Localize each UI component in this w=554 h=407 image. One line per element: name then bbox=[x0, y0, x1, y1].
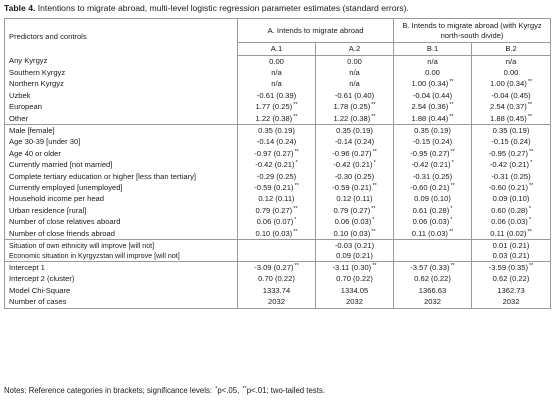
estimate-cell bbox=[316, 194, 394, 205]
estimate-value: 0.00 bbox=[347, 56, 362, 66]
estimate-value: -0.04 (0.44) bbox=[412, 90, 453, 100]
estimate-cell bbox=[394, 194, 472, 205]
estimate-value: -0.42 (0.21) bbox=[333, 160, 373, 170]
predictor-label: Model Chi-Square bbox=[9, 285, 71, 295]
estimate-cell bbox=[472, 285, 551, 296]
estimate-cell bbox=[394, 148, 472, 159]
estimate-cell bbox=[238, 148, 316, 159]
predictor-label: Any Kyrgyz bbox=[9, 56, 48, 66]
significance-marker: ** bbox=[529, 148, 534, 155]
estimate-value: -0.14 (0.24) bbox=[256, 137, 297, 147]
significance-marker: ** bbox=[450, 262, 455, 269]
estimate-cell bbox=[316, 148, 394, 159]
estimate-value: 2032 bbox=[424, 297, 441, 307]
estimate-value: 0.12 (0.11) bbox=[258, 194, 295, 204]
estimate-cell bbox=[238, 102, 316, 113]
estimate-cell bbox=[394, 79, 472, 90]
table-title: Intentions to migrate abroad, multi-level logistic regression parameter estimates (standard errors). bbox=[37, 3, 409, 13]
significance-marker: ** bbox=[448, 228, 454, 235]
estimate-value: 1.00 (0.34) bbox=[490, 79, 527, 89]
sig-level-double: p<.01; two-tailed tests. bbox=[246, 386, 325, 395]
estimate-value: n/a bbox=[271, 79, 282, 89]
predictor-label: Urban residence [rural] bbox=[9, 205, 87, 215]
estimate-cell bbox=[238, 228, 316, 240]
table-row bbox=[5, 262, 551, 274]
predictor-label: Number of close friends abroad bbox=[9, 228, 115, 238]
estimate-cell bbox=[238, 262, 316, 274]
significance-marker: ** bbox=[372, 148, 377, 155]
predictors-header: Predictors and controls bbox=[9, 32, 87, 42]
estimate-value: -0.04 (0.45) bbox=[491, 90, 531, 100]
predictor-label: Number of close relatives aboard bbox=[9, 217, 121, 227]
estimate-cell bbox=[316, 274, 394, 285]
significance-marker: * bbox=[451, 160, 454, 167]
estimate-cell bbox=[472, 113, 551, 125]
table-notes bbox=[4, 386, 550, 396]
model-header-b2: B.2 bbox=[472, 43, 551, 56]
estimate-value: -0.59 (0.21) bbox=[254, 182, 294, 192]
estimate-value: -3.57 (0.33) bbox=[410, 262, 450, 272]
estimate-cell bbox=[316, 216, 394, 227]
table-row bbox=[5, 216, 551, 227]
significance-marker: ** bbox=[371, 205, 376, 212]
estimate-value: -0.15 (0.24) bbox=[491, 137, 531, 147]
predictor-label: Situation of own ethnicity will improve [will not] bbox=[5, 240, 238, 251]
significance-marker: ** bbox=[527, 79, 533, 86]
estimate-cell bbox=[316, 228, 394, 240]
estimate-cell bbox=[472, 160, 551, 171]
estimate-cell bbox=[394, 137, 472, 148]
estimate-value: -0.31 (0.25) bbox=[491, 171, 531, 181]
estimate-value: 2032 bbox=[268, 297, 285, 307]
estimate-cell bbox=[238, 274, 316, 285]
predictor-label: Currently employed [unemployed] bbox=[9, 182, 123, 192]
significance-marker: ** bbox=[449, 79, 454, 86]
estimate-value: 0.60 (0.28) bbox=[491, 205, 528, 215]
estimate-value: 0.35 (0.19) bbox=[336, 126, 373, 136]
estimate-cell bbox=[316, 262, 394, 274]
estimate-cell bbox=[472, 182, 551, 193]
sig-marker-single: * bbox=[215, 386, 218, 392]
estimate-value: 0.70 (0.22) bbox=[258, 274, 295, 284]
estimate-cell bbox=[472, 56, 551, 68]
significance-marker: ** bbox=[293, 205, 298, 212]
estimate-cell bbox=[238, 137, 316, 148]
estimate-cell bbox=[316, 125, 394, 137]
estimate-cell bbox=[316, 296, 394, 308]
estimate-cell bbox=[316, 56, 394, 68]
estimate-value: 1333.74 bbox=[262, 285, 291, 295]
estimate-value: 0.62 (0.22) bbox=[414, 274, 451, 284]
significance-marker: * bbox=[530, 160, 533, 167]
estimate-cell bbox=[472, 125, 551, 137]
estimate-cell bbox=[472, 296, 551, 308]
significance-marker: * bbox=[373, 160, 376, 167]
significance-marker: ** bbox=[294, 148, 299, 155]
significance-marker: ** bbox=[372, 262, 377, 269]
estimate-cell bbox=[316, 285, 394, 296]
significance-marker: ** bbox=[294, 262, 299, 269]
significance-marker: ** bbox=[529, 262, 534, 269]
estimate-value: 0.06 (0.07) bbox=[256, 217, 294, 227]
significance-marker: * bbox=[295, 160, 298, 167]
table-header bbox=[5, 19, 551, 56]
estimate-value: 1.78 (0.25) bbox=[333, 102, 371, 112]
estimate-cell bbox=[394, 102, 472, 113]
estimate-value: -0.96 (0.27) bbox=[332, 148, 372, 158]
significance-marker: ** bbox=[529, 182, 534, 189]
estimate-cell bbox=[394, 171, 472, 182]
estimate-value: 0.35 (0.19) bbox=[258, 126, 295, 136]
estimate-cell bbox=[238, 67, 316, 78]
estimate-cell bbox=[316, 205, 394, 216]
estimate-value: 1366.63 bbox=[418, 285, 447, 295]
estimate-value: 0.10 (0.03) bbox=[255, 228, 293, 238]
predictor-label: Other bbox=[9, 113, 28, 123]
estimate-cell bbox=[238, 90, 316, 101]
estimate-cell bbox=[238, 182, 316, 193]
estimate-value: -0.95 (0.27) bbox=[488, 148, 529, 158]
significance-marker: ** bbox=[371, 228, 376, 235]
significance-marker: * bbox=[528, 217, 531, 224]
estimate-cell bbox=[238, 56, 316, 68]
table-row bbox=[5, 90, 551, 101]
estimate-value: -0.29 (0.25) bbox=[256, 171, 297, 181]
estimate-value: 1.00 (0.34) bbox=[411, 79, 449, 89]
table-row bbox=[5, 205, 551, 216]
estimate-cell bbox=[394, 262, 472, 274]
estimate-cell bbox=[238, 285, 316, 296]
table-row bbox=[5, 274, 551, 285]
significance-marker: ** bbox=[527, 113, 533, 120]
table-row bbox=[5, 79, 551, 90]
predictor-label: Age 30-39 [under 30] bbox=[9, 137, 81, 147]
estimate-cell bbox=[472, 240, 551, 251]
estimate-value: 0.35 (0.19) bbox=[414, 126, 451, 136]
estimate-cell bbox=[316, 79, 394, 90]
estimate-cell bbox=[238, 216, 316, 227]
regression-table-container bbox=[4, 18, 550, 309]
estimate-cell bbox=[472, 262, 551, 274]
significance-marker: ** bbox=[293, 102, 298, 109]
estimate-cell bbox=[472, 137, 551, 148]
estimate-cell bbox=[316, 67, 394, 78]
significance-marker: ** bbox=[527, 102, 533, 109]
estimate-value: 0.12 (0.11) bbox=[336, 194, 373, 204]
predictor-label: European bbox=[9, 102, 42, 112]
estimate-value: 0.00 bbox=[269, 56, 284, 66]
estimate-cell bbox=[394, 205, 472, 216]
group-b-header: B. Intends to migrate abroad (with Kyrgyz north-south divide) bbox=[394, 19, 551, 43]
estimate-value: 0.11 (0.02) bbox=[490, 228, 527, 238]
estimate-cell bbox=[394, 90, 472, 101]
estimate-value: 2.54 (0.37) bbox=[490, 102, 527, 112]
estimate-value: 2.54 (0.36) bbox=[411, 102, 449, 112]
table-row bbox=[5, 228, 551, 240]
significance-marker: ** bbox=[371, 102, 376, 109]
model-header-b1: B.1 bbox=[394, 43, 472, 56]
estimate-value: 2032 bbox=[346, 297, 363, 307]
estimate-cell bbox=[472, 90, 551, 101]
estimate-value: -0.15 (0.24) bbox=[412, 137, 453, 147]
model-header-a1: A.1 bbox=[238, 43, 316, 56]
table-caption bbox=[4, 3, 550, 14]
significance-marker: ** bbox=[293, 113, 298, 120]
estimate-cell bbox=[394, 216, 472, 227]
estimate-value: 0.79 (0.27) bbox=[255, 205, 293, 215]
estimate-value: -0.42 (0.21) bbox=[255, 160, 295, 170]
estimate-cell bbox=[316, 160, 394, 171]
table-row bbox=[5, 148, 551, 159]
estimate-cell bbox=[394, 113, 472, 125]
estimate-cell bbox=[316, 171, 394, 182]
table-row bbox=[5, 285, 551, 296]
predictor-label: Number of cases bbox=[9, 297, 67, 307]
sig-level-single: p<.05, bbox=[217, 386, 240, 395]
significance-marker: * bbox=[294, 217, 297, 224]
estimate-value: 0.00 bbox=[503, 68, 519, 78]
estimate-value: n/a bbox=[505, 56, 517, 66]
estimate-cell bbox=[472, 251, 551, 262]
table-row bbox=[5, 137, 551, 148]
significance-marker: ** bbox=[449, 113, 454, 120]
estimate-cell bbox=[238, 194, 316, 205]
estimate-value: 0.00 bbox=[425, 68, 440, 78]
estimate-value: -0.59 (0.21) bbox=[332, 182, 372, 192]
estimate-cell bbox=[472, 171, 551, 182]
estimate-value: -3.59 (0.35) bbox=[488, 262, 529, 272]
estimate-cell bbox=[472, 67, 551, 78]
predictor-label: Intercept 1 bbox=[5, 262, 238, 274]
estimate-cell bbox=[472, 274, 551, 285]
estimate-value: 1334.05 bbox=[340, 285, 369, 295]
significance-marker: ** bbox=[293, 228, 298, 235]
estimate-cell bbox=[238, 171, 316, 182]
estimate-cell bbox=[394, 125, 472, 137]
estimate-cell bbox=[238, 205, 316, 216]
predictor-label: Intercept 2 (cluster) bbox=[9, 274, 75, 284]
estimate-cell bbox=[316, 251, 394, 262]
estimate-cell bbox=[238, 79, 316, 90]
estimate-cell bbox=[394, 160, 472, 171]
significance-marker: ** bbox=[372, 182, 377, 189]
table-row bbox=[5, 182, 551, 193]
estimate-value: 0.06 (0.03) bbox=[334, 217, 372, 227]
table-label: Table 4. bbox=[4, 3, 36, 13]
predictor-label: Male [female] bbox=[5, 125, 238, 137]
significance-marker: ** bbox=[527, 228, 532, 235]
significance-marker: ** bbox=[450, 148, 455, 155]
estimate-value: n/a bbox=[349, 79, 360, 89]
significance-marker: * bbox=[372, 217, 375, 224]
estimate-cell bbox=[238, 125, 316, 137]
estimate-value: -3.11 (0.30) bbox=[332, 262, 372, 272]
estimate-value: -0.03 (0.21) bbox=[334, 240, 375, 250]
estimate-value: n/a bbox=[349, 68, 360, 78]
estimate-cell bbox=[394, 228, 472, 240]
estimate-cell bbox=[316, 90, 394, 101]
estimate-value: -0.95 (0.27) bbox=[410, 148, 450, 158]
estimate-cell bbox=[316, 102, 394, 113]
estimate-value: 2032 bbox=[502, 297, 520, 307]
table-row bbox=[5, 160, 551, 171]
regression-table bbox=[4, 18, 551, 309]
significance-marker: ** bbox=[449, 102, 454, 109]
estimate-value: 0.79 (0.27) bbox=[333, 205, 371, 215]
estimate-cell bbox=[238, 113, 316, 125]
table-row bbox=[5, 194, 551, 205]
table-row bbox=[5, 296, 551, 308]
estimate-cell bbox=[472, 102, 551, 113]
estimate-cell bbox=[316, 182, 394, 193]
predictor-label: Household income per head bbox=[9, 194, 104, 204]
estimate-cell bbox=[472, 228, 551, 240]
estimate-value: 0.61 (0.28) bbox=[412, 205, 450, 215]
estimate-cell bbox=[472, 216, 551, 227]
estimate-cell bbox=[238, 240, 316, 251]
estimate-value: 1.22 (0.38) bbox=[255, 113, 293, 123]
model-header-a2: A.2 bbox=[316, 43, 394, 56]
predictor-label: Uzbek bbox=[9, 90, 31, 100]
estimate-value: -0.61 (0.39) bbox=[256, 90, 297, 100]
table-row bbox=[5, 67, 551, 78]
estimate-cell bbox=[394, 56, 472, 68]
estimate-cell bbox=[472, 79, 551, 90]
estimate-value: 1.22 (0.38) bbox=[333, 113, 371, 123]
estimate-value: 1.88 (0.45) bbox=[490, 113, 527, 123]
significance-marker: * bbox=[450, 217, 453, 224]
estimate-value: -0.97 (0.27) bbox=[254, 148, 294, 158]
significance-marker: ** bbox=[450, 182, 455, 189]
estimate-value: 0.09 (0.10) bbox=[414, 194, 451, 204]
estimate-value: 0.70 (0.22) bbox=[336, 274, 373, 284]
estimate-value: 0.35 (0.19) bbox=[492, 126, 530, 136]
estimate-value: -0.14 (0.24) bbox=[334, 137, 375, 147]
estimate-value: -0.60 (0.21) bbox=[488, 182, 529, 192]
estimate-cell bbox=[316, 113, 394, 125]
estimate-cell bbox=[394, 240, 472, 251]
estimate-value: -0.42 (0.21) bbox=[489, 160, 530, 170]
estimate-cell bbox=[472, 148, 551, 159]
estimate-value: 0.01 (0.21) bbox=[492, 240, 530, 250]
notes-prefix: Notes: Reference categories in brackets; significance levels: bbox=[4, 386, 213, 395]
estimate-cell bbox=[394, 67, 472, 78]
estimate-cell bbox=[394, 285, 472, 296]
estimate-value: -0.30 (0.25) bbox=[334, 171, 375, 181]
estimate-value: 0.10 (0.03) bbox=[333, 228, 371, 238]
predictor-label: Southern Kyrgyz bbox=[9, 68, 66, 78]
sig-marker-double: ** bbox=[242, 386, 247, 392]
table-body bbox=[5, 56, 551, 309]
estimate-value: 0.11 (0.03) bbox=[411, 228, 448, 238]
estimate-value: n/a bbox=[271, 68, 282, 78]
estimate-value: -0.60 (0.21) bbox=[410, 182, 450, 192]
estimate-cell bbox=[394, 274, 472, 285]
estimate-value: 0.06 (0.03) bbox=[491, 217, 528, 227]
estimate-cell bbox=[472, 205, 551, 216]
significance-marker: * bbox=[528, 205, 531, 212]
significance-marker: ** bbox=[371, 113, 376, 120]
table-row bbox=[5, 113, 551, 125]
estimate-cell bbox=[394, 251, 472, 262]
estimate-value: 0.06 (0.03) bbox=[412, 217, 450, 227]
estimate-value: -0.31 (0.25) bbox=[412, 171, 453, 181]
estimate-value: -0.42 (0.21) bbox=[411, 160, 451, 170]
estimate-cell bbox=[238, 251, 316, 262]
table-row bbox=[5, 251, 551, 262]
significance-marker: ** bbox=[294, 182, 299, 189]
estimate-value: 1.77 (0.25) bbox=[255, 102, 293, 112]
estimate-value: 0.03 (0.21) bbox=[492, 251, 530, 260]
group-a-header: A. Intends to migrate abroad bbox=[238, 19, 394, 43]
estimate-cell bbox=[472, 194, 551, 205]
predictor-label: Currently married [not married] bbox=[9, 160, 113, 170]
estimate-value: 1362.73 bbox=[497, 285, 525, 295]
significance-marker: * bbox=[450, 205, 453, 212]
header-row-groups bbox=[5, 19, 551, 43]
table-row bbox=[5, 240, 551, 251]
estimate-cell bbox=[394, 182, 472, 193]
estimate-value: n/a bbox=[427, 56, 438, 66]
estimate-value: -0.61 (0.40) bbox=[334, 90, 375, 100]
estimate-cell bbox=[238, 160, 316, 171]
estimate-value: -3.09 (0.27) bbox=[254, 262, 294, 272]
predictor-label: Complete tertiary education or higher [less than tertiary] bbox=[9, 171, 196, 181]
estimate-value: 1.88 (0.44) bbox=[411, 113, 449, 123]
estimate-value: 0.62 (0.22) bbox=[492, 274, 530, 284]
estimate-cell bbox=[316, 137, 394, 148]
table-row bbox=[5, 102, 551, 113]
predictor-label: Age 40 or older bbox=[9, 148, 61, 158]
estimate-cell bbox=[238, 296, 316, 308]
table-row bbox=[5, 56, 551, 68]
estimate-value: 0.09 (0.21) bbox=[336, 251, 373, 260]
table-row bbox=[5, 171, 551, 182]
predictor-label: Northern Kyrgyz bbox=[9, 79, 64, 89]
estimate-value: 0.09 (0.10) bbox=[492, 194, 530, 204]
predictor-label: Economic situation in Kyrgyzstan will improve [will not] bbox=[9, 252, 180, 260]
estimate-cell bbox=[316, 240, 394, 251]
table-row bbox=[5, 125, 551, 137]
estimate-cell bbox=[394, 296, 472, 308]
